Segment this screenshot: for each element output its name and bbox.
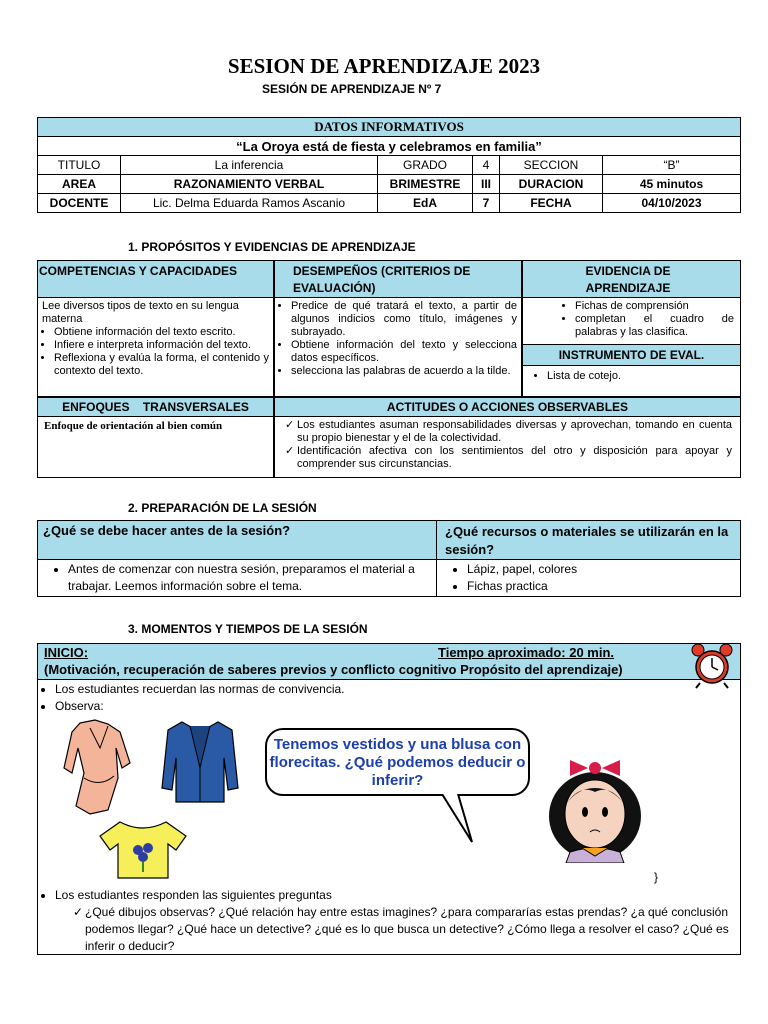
desemp-cell: [274, 297, 522, 397]
cell: SECCION: [500, 156, 603, 175]
a1-list: [38, 560, 436, 595]
cell: FECHA: [500, 194, 603, 213]
cell: EdA: [378, 194, 473, 213]
cell: RAZONAMIENTO VERBAL: [121, 175, 378, 194]
section-3-title: 3. MOMENTOS Y TIEMPOS DE LA SESIÓN: [128, 622, 368, 636]
questions-list: [69, 904, 735, 955]
evid-item: • completan el cuadro de palabras y las clasifica.: [575, 313, 734, 339]
desemp-item: • Obtiene información del texto y selecciona datos específicos.: [291, 339, 517, 365]
session-number: SESIÓN DE APRENDIZAJE Nº 7: [262, 82, 442, 96]
cell: Lic. Delma Eduarda Ramos Ascanio: [121, 194, 378, 213]
enfoque-text: Enfoque de orientación al bien común: [44, 420, 223, 432]
comp-item: • Infiere e interpreta información del texto.: [54, 339, 269, 352]
cell: La inferencia: [121, 156, 378, 175]
a2-item: • Fichas practica: [467, 578, 734, 595]
desemp-header: [274, 260, 522, 298]
speech-bubble: [265, 728, 530, 796]
cell: DOCENTE: [38, 194, 121, 213]
instr-list: [523, 366, 740, 383]
datos-row: [38, 156, 741, 175]
actitudes-header: ACTITUDES O ACCIONES OBSERVABLES: [274, 397, 741, 417]
evid-list: [523, 298, 740, 339]
desemp-header-label: DESEMPEÑOS (CRITERIOS DE EVALUACIÓN): [293, 264, 471, 295]
comp-item: • Obtiene información del texto escrito.: [54, 326, 269, 339]
cell: DURACION: [500, 175, 603, 194]
speech-tail-icon: [440, 794, 480, 844]
section-2-title: 2. PREPARACIÓN DE LA SESIÓN: [128, 501, 317, 515]
brace-mark: }: [654, 870, 659, 884]
desemp-list: [275, 298, 521, 378]
actitud-item: ✓ Los estudiantes asuman responsabilidades diversas y aprovechan, tomando en cuenta su propio bienestar y el de la colectividad.: [297, 419, 732, 445]
cell: TITULO: [38, 156, 121, 175]
evid-cell: [522, 297, 741, 345]
inicio-bullets-bottom: [37, 887, 745, 904]
comp-header: [37, 260, 274, 298]
instrumento-header: INSTRUMENTO DE EVAL.: [522, 344, 741, 366]
cell: 45 minutos: [603, 175, 741, 194]
speech-text: Tenemos vestidos y una blusa con florecitas. ¿Qué podemos deducir o inferir?: [269, 736, 526, 789]
cell: BRIMESTRE: [378, 175, 473, 194]
jacket-icon: [160, 718, 240, 808]
desemp-item: • Predice de qué tratará el texto, a partir de algunos indicios como título, imágenes y subrayado.: [291, 300, 517, 339]
a2-cell: [436, 559, 741, 597]
comp-cell: [37, 297, 274, 397]
q2-label: ¿Qué recursos o materiales se utilizarán en la sesión?: [445, 524, 729, 557]
section-1-title: 1. PROPÓSITOS Y EVIDENCIAS DE APRENDIZAJE: [128, 240, 416, 254]
actitud-item: ✓ Identificación afectiva con los sentimientos del otro y disposición para apoyar y comprender sus circunstancias.: [297, 445, 732, 471]
desemp-item: • selecciona las palabras de acuerdo a la tilde.: [291, 365, 517, 378]
inicio-bullet: • Los estudiantes responden las siguientes preguntas: [55, 887, 745, 904]
cell: 7: [473, 194, 500, 213]
cell: 04/10/2023: [603, 194, 741, 213]
tiempo-label: Tiempo aproximado: 20 min.: [438, 645, 615, 660]
document-title: SESION DE APRENDIZAJE 2023: [227, 54, 541, 78]
evid-header-label: EVIDENCIA DE APRENDIZAJE: [585, 264, 671, 295]
cell: GRADO: [378, 156, 473, 175]
datos-informativos-table: [37, 117, 741, 213]
girl-character-icon: [540, 748, 650, 863]
instrumento-cell: [522, 365, 741, 397]
cell: AREA: [38, 175, 121, 194]
a1-item: • Antes de comenzar con nuestra sesión, preparamos el material a trabajar. Leemos información sobre el tema.: [68, 561, 430, 595]
cell: III: [473, 175, 500, 194]
comp-content: [38, 298, 273, 380]
instr-item: • Lista de cotejo.: [547, 370, 740, 383]
comp-intro: Lee diversos tipos de texto en su lengua materna: [42, 300, 239, 325]
motivacion-label: (Motivación, recuperación de saberes previos y conflicto cognitivo Propósito del aprendizaje): [44, 662, 623, 677]
datos-heading: DATOS INFORMATIVOS: [38, 118, 741, 137]
evid-header: [522, 260, 741, 298]
inicio-header: [37, 643, 741, 680]
inicio-bullet: • Observa:: [55, 698, 745, 715]
comp-header-label: COMPETENCIAS Y CAPACIDADES: [38, 264, 238, 278]
a2-list: [437, 560, 740, 595]
cell: 4: [473, 156, 500, 175]
enfoques-header: ENFOQUES TRANSVERSALES: [37, 397, 274, 417]
q1-label: ¿Qué se debe hacer antes de la sesión?: [43, 523, 291, 538]
inicio-label: INICIO:: [44, 645, 89, 660]
inicio-bullet: • Los estudiantes recuerdan las normas de convivencia.: [55, 681, 745, 698]
evid-item: • Fichas de comprensión: [575, 300, 734, 313]
q2-header: [436, 520, 741, 560]
dress-icon: [60, 718, 140, 818]
enfoque-cell: [37, 416, 274, 478]
actitud-cell: [274, 416, 741, 478]
comp-item: • Reflexiona y evalúa la forma, el contenido y contexto del texto.: [54, 352, 269, 378]
blouse-icon: [98, 818, 188, 882]
a1-cell: [37, 559, 437, 597]
a2-item: • Lápiz, papel, colores: [467, 561, 734, 578]
questions-item: ✓ ¿Qué dibujos observas? ¿Qué relación hay entre estas imagines? ¿para compararías estas prendas? ¿a qué conclusión podemos llegar? ¿Qué hace un detective? ¿qué es lo que busca un detective? ¿Cómo llega a resolver el caso? ¿Qué es inferir o deducir?: [85, 904, 735, 955]
q1-header: [37, 520, 437, 560]
inicio-bullets-top: [37, 681, 745, 715]
datos-theme: “La Oroya está de fiesta y celebramos en familia”: [38, 137, 741, 156]
actitud-list: [275, 417, 740, 471]
cell: “B”: [603, 156, 741, 175]
datos-row: [38, 175, 741, 194]
datos-row: [38, 194, 741, 213]
